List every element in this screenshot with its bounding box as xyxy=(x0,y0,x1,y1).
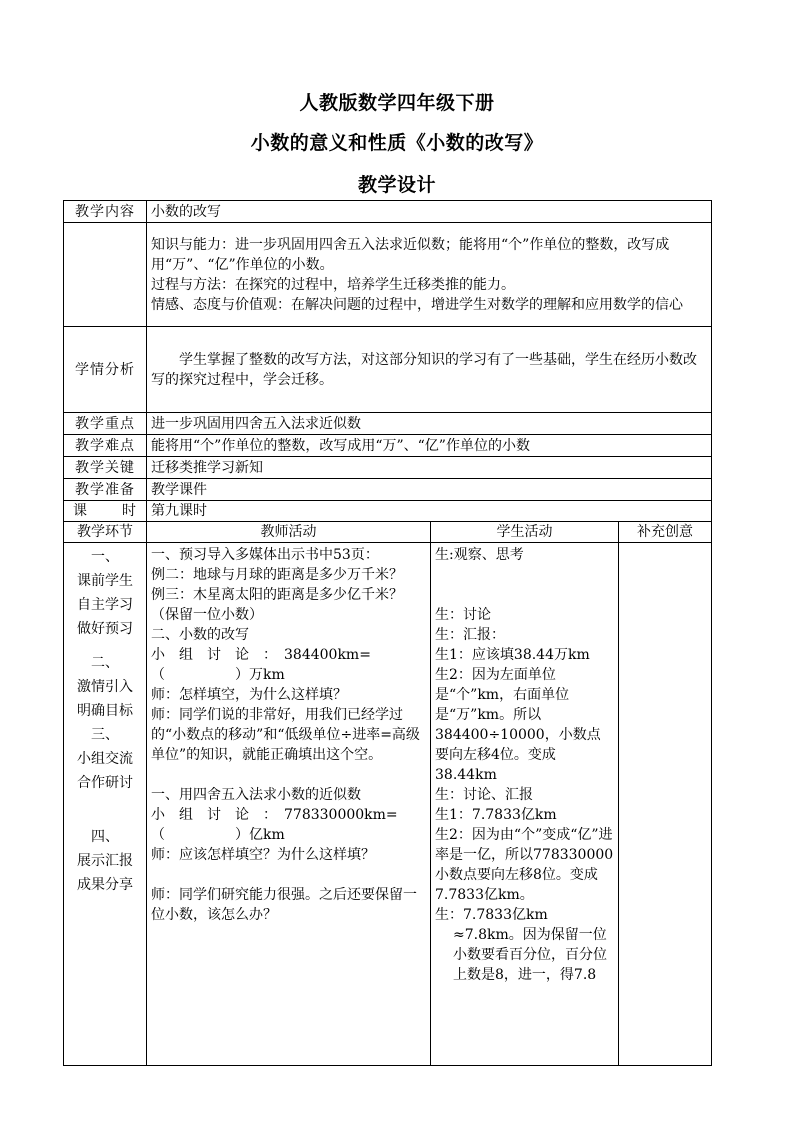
stage-column xyxy=(64,543,147,1066)
stage-line: 一、 xyxy=(91,549,119,565)
stage-line: 四、 xyxy=(91,829,119,845)
header-student: 学生活动 xyxy=(431,522,619,543)
header-extra: 补充创意 xyxy=(619,522,712,543)
stage-line: 合作研讨 xyxy=(77,775,133,791)
extra-column xyxy=(619,543,712,1066)
goal-knowledge-text: 知识与能力：进一步巩固用四舍五入法求近似数；能将用“个”作单位的整数，改写成用“万”、“亿”作单位的小数。 xyxy=(151,236,670,273)
teacher-line: 小 组 讨 论 ： 384400km=（ ）万km xyxy=(151,647,371,683)
process-header-row xyxy=(64,522,712,543)
row-difficulty xyxy=(64,435,712,457)
row-period xyxy=(64,501,712,522)
period-label-b: 时 xyxy=(122,503,137,519)
lesson-plan-table xyxy=(63,200,712,1066)
teacher-line: 例三：木星离太阳的距离是多少亿千米？（保留一位小数） xyxy=(151,587,403,623)
stage-line: 自主学习 xyxy=(77,597,133,613)
prep-label: 教学准备 xyxy=(64,479,147,501)
stage-line: 激情引入 xyxy=(77,679,133,695)
key-label: 教学关键 xyxy=(64,457,147,479)
stage-line: 明确目标 xyxy=(77,703,133,719)
teacher-line: 二、小数的改写 xyxy=(151,627,249,643)
student-line: 生1：7.7833亿km xyxy=(435,807,557,823)
teacher-line: 一、用四舍五入法求小数的近似数 xyxy=(151,787,361,803)
analysis-label: 学情分析 xyxy=(64,327,147,413)
row-focus xyxy=(64,413,712,435)
process-body-row xyxy=(64,543,712,1066)
goals-value xyxy=(147,223,712,327)
key-value: 迁移类推学习新知 xyxy=(147,457,712,479)
row-key xyxy=(64,457,712,479)
teacher-line: 师：同学们说的非常好，用我们已经学过的“小数点的移动”和“低级单位÷进率=高级单位”的知识，就能正确填出这个空。 xyxy=(151,707,420,763)
teacher-line: 一、预习导入多媒体出示书中53页： xyxy=(151,547,379,563)
goal-attitude: 情感、态度与价值观：在解决问题的过程中，增进学生对数学的理解和应用数学的信心 xyxy=(151,296,683,313)
stage-line: 小组交流 xyxy=(77,751,133,767)
prep-value: 教学课件 xyxy=(147,479,712,501)
student-line: 生:观察、思考 xyxy=(435,547,524,563)
student-line: 生：7.7833亿km xyxy=(435,907,548,923)
content-label: 教学内容 xyxy=(64,201,147,223)
teacher-line: 师：同学们研究能力很强。之后还要保留一位小数，该怎么办？ xyxy=(151,887,417,923)
difficulty-value: 能将用“个”作单位的整数，改写成用“万”、“亿”作单位的小数 xyxy=(147,435,712,457)
row-goals xyxy=(64,223,712,327)
student-line: 生：讨论、汇报 xyxy=(435,787,533,803)
row-analysis xyxy=(64,327,712,413)
header-stage: 教学环节 xyxy=(64,522,147,543)
student-line: 生：汇报： xyxy=(435,627,505,643)
stage-line: 课前学生 xyxy=(77,573,133,589)
teacher-line: 例二：地球与月球的距离是多少万千米？ xyxy=(151,567,403,583)
goals-label-empty xyxy=(64,223,147,327)
difficulty-label: 教学难点 xyxy=(64,435,147,457)
lesson-title: 小数的意义和性质《小数的改写》 xyxy=(250,132,544,154)
student-line: 生2：因为由“个”变成“亿”进率是一亿，所以778330000小数点要向左移8位。变成7.7833亿km。 xyxy=(435,827,614,903)
stage-line: 二、 xyxy=(91,655,119,671)
row-content xyxy=(64,201,712,223)
content-value: 小数的改写 xyxy=(147,201,712,223)
goal-process: 过程与方法：在探究的过程中，培养学生迁移类推的能力。 xyxy=(151,276,515,293)
student-line: 生：讨论 xyxy=(435,607,491,623)
period-label-a: 课 xyxy=(73,503,88,519)
analysis-value: 学生掌握了整数的改写方法，对这部分知识的学习有了一些基础，学生在经历小数改写的探究过程中，学会迁移。 xyxy=(147,327,712,413)
stage-line: 展示汇报 xyxy=(77,853,133,869)
teacher-line: 小 组 讨 论 ： 778330000km=（ ）亿km xyxy=(151,807,398,843)
teacher-line: 师：应该怎样填空？为什么这样填？ xyxy=(151,847,375,863)
period-value: 第九课时 xyxy=(147,501,712,522)
teacher-column xyxy=(147,543,431,1066)
student-column xyxy=(431,543,619,1066)
period-label xyxy=(64,501,147,522)
focus-label: 教学重点 xyxy=(64,413,147,435)
stage-line: 成果分享 xyxy=(77,877,133,893)
design-title: 教学设计 xyxy=(357,174,436,196)
student-line: ≈7.8km。因为保留一位小数要看百分位，百分位上数是8，进一，得7.8 xyxy=(453,927,607,983)
focus-value: 进一步巩固用四舍五入法求近似数 xyxy=(147,413,712,435)
row-prep xyxy=(64,479,712,501)
stage-line: 做好预习 xyxy=(77,621,133,637)
document-title: 人教版数学四年级下册 xyxy=(299,92,495,114)
student-line: 生1：应该填38.44万km xyxy=(435,647,590,663)
stage-line: 三、 xyxy=(91,727,119,743)
student-line: 生2：因为左面单位是“个”km，右面单位是“万”km。所以384400÷10000，小数点要向左移4位。变成38.44km xyxy=(435,667,601,783)
teacher-line: 师：怎样填空，为什么这样填？ xyxy=(151,687,347,703)
header-teacher: 教师活动 xyxy=(147,522,431,543)
